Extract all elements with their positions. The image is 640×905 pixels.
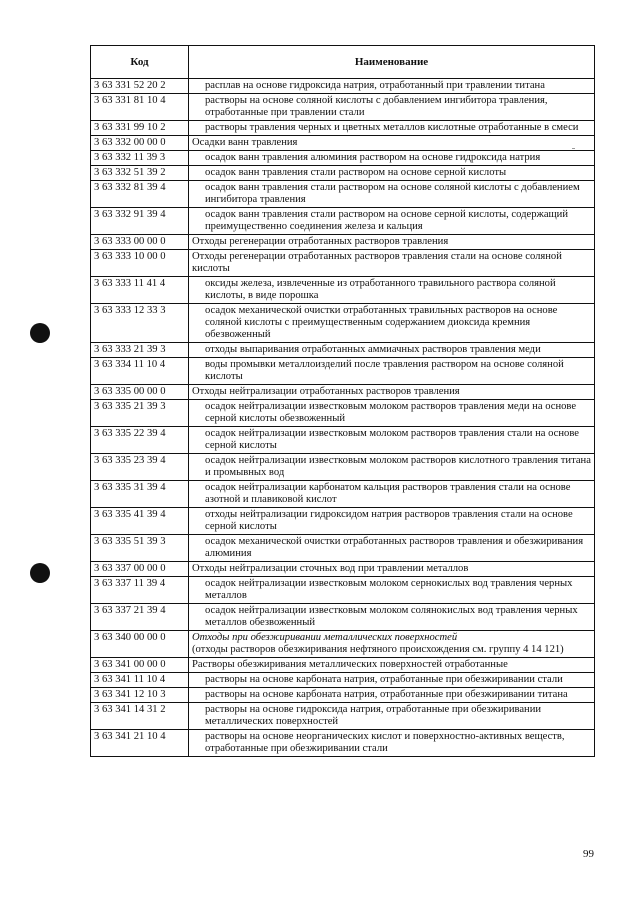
table-row bbox=[91, 277, 595, 304]
table-row bbox=[91, 181, 595, 208]
waste-name-text: отходы выпаривания отработанных аммиачных растворов травления меди bbox=[205, 344, 541, 355]
waste-code-cell: 3 63 341 11 10 4 bbox=[91, 673, 189, 688]
waste-name-cell bbox=[189, 631, 595, 658]
waste-code-cell: 3 63 333 10 00 0 bbox=[91, 250, 189, 277]
waste-name-cell bbox=[189, 208, 595, 235]
waste-name-cell bbox=[189, 136, 595, 151]
waste-code-cell: 3 63 337 21 39 4 bbox=[91, 604, 189, 631]
waste-name-cell bbox=[189, 400, 595, 427]
table-row bbox=[91, 481, 595, 508]
waste-name-cell bbox=[189, 277, 595, 304]
waste-code-cell: 3 63 335 00 00 0 bbox=[91, 385, 189, 400]
waste-code-cell: 3 63 335 31 39 4 bbox=[91, 481, 189, 508]
table-row bbox=[91, 535, 595, 562]
waste-name-text: осадок нейтрализации известковым молоком солянокислых вод травления черных металлов обезвоженный bbox=[205, 605, 578, 628]
waste-name-text: осадок механической очистки отработанных растворов травления и обезжиривания алюминия bbox=[205, 536, 584, 559]
waste-name-cell bbox=[189, 604, 595, 631]
table-row bbox=[91, 688, 595, 703]
waste-code-cell: 3 63 333 12 33 3 bbox=[91, 304, 189, 343]
waste-name-cell bbox=[189, 562, 595, 577]
table-row bbox=[91, 121, 595, 136]
table-row bbox=[91, 658, 595, 673]
waste-code-cell: 3 63 335 22 39 4 bbox=[91, 427, 189, 454]
waste-name-cell bbox=[189, 358, 595, 385]
waste-code-cell: 3 63 331 81 10 4 bbox=[91, 94, 189, 121]
waste-name-text: осадок ванн травления стали раствором на основе соляной кислоты с добавлением ингибитора травления bbox=[205, 182, 580, 205]
waste-name-text: Отходы нейтрализации сточных вод при травлении металлов bbox=[192, 563, 469, 574]
table-row bbox=[91, 385, 595, 400]
waste-code-cell: 3 63 331 99 10 2 bbox=[91, 121, 189, 136]
table-row bbox=[91, 136, 595, 151]
waste-name-text: осадок нейтрализации известковым молоком растворов кислотного травления титана и промывных вод bbox=[205, 455, 591, 478]
table-row bbox=[91, 151, 595, 166]
waste-name-text: растворы на основе карбоната натрия, отработанные при обезжиривании титана bbox=[205, 689, 568, 700]
waste-code-cell: 3 63 331 52 20 2 bbox=[91, 79, 189, 94]
waste-code-cell: 3 63 332 11 39 3 bbox=[91, 151, 189, 166]
waste-name-text: Осадки ванн травления bbox=[192, 137, 298, 148]
table-row bbox=[91, 631, 595, 658]
waste-name-cell bbox=[189, 181, 595, 208]
waste-name-cell bbox=[189, 658, 595, 673]
waste-name-text: осадок ванн травления стали раствором на основе серной кислоты bbox=[205, 167, 507, 178]
waste-code-cell: 3 63 341 21 10 4 bbox=[91, 730, 189, 757]
waste-name-text: расплав на основе гидроксида натрия, отработанный при травлении титана bbox=[205, 80, 545, 91]
waste-name-cell bbox=[189, 385, 595, 400]
waste-name-text: Отходы при обезжиривании металлических поверхностей bbox=[192, 632, 458, 643]
waste-name-text: растворы на основе гидроксида натрия, отработанные при обезжиривании металлических поверхностей bbox=[205, 704, 542, 727]
table-row bbox=[91, 250, 595, 277]
table-row bbox=[91, 94, 595, 121]
waste-name-text: осадок нейтрализации известковым молоком растворов травления стали на основе серной кислоты bbox=[205, 428, 579, 451]
waste-name-text: осадок механической очистки отработанных травильных растворов на основе соляной кислоты с преимущественным содержанием диоксида кремния обезвоженный bbox=[205, 305, 558, 340]
waste-code-cell: 3 63 333 21 39 3 bbox=[91, 343, 189, 358]
waste-name-cell bbox=[189, 730, 595, 757]
waste-code-cell: 3 63 334 11 10 4 bbox=[91, 358, 189, 385]
page-number: 99 bbox=[583, 848, 594, 860]
table-row bbox=[91, 343, 595, 358]
waste-name-text: Отходы регенерации отработанных растворов травления bbox=[192, 236, 449, 247]
waste-classification-table bbox=[90, 45, 595, 757]
waste-code-cell: 3 63 341 00 00 0 bbox=[91, 658, 189, 673]
waste-name-text: растворы травления черных и цветных металлов кислотные отработанные в смеси bbox=[205, 122, 579, 133]
waste-name-cell bbox=[189, 343, 595, 358]
table-body bbox=[91, 79, 595, 757]
waste-code-cell: 3 63 335 51 39 3 bbox=[91, 535, 189, 562]
waste-name-cell bbox=[189, 94, 595, 121]
waste-name-text: растворы на основе неорганических кислот и поверхностно-активных веществ, отработанные при обезжиривании стали bbox=[205, 731, 565, 754]
waste-name-text: Растворы обезжиривания металлических поверхностей отработанные bbox=[192, 659, 508, 670]
waste-name-cell bbox=[189, 577, 595, 604]
waste-code-cell: 3 63 335 41 39 4 bbox=[91, 508, 189, 535]
table-header-row bbox=[91, 46, 595, 79]
table-row bbox=[91, 427, 595, 454]
waste-code-cell: 3 63 332 00 00 0 bbox=[91, 136, 189, 151]
waste-name-cell bbox=[189, 454, 595, 481]
table-row bbox=[91, 400, 595, 427]
table-row bbox=[91, 79, 595, 94]
waste-name-text: оксиды железа, извлеченные из отработанного травильного раствора соляной кислоты, в виде порошка bbox=[205, 278, 556, 301]
waste-name-cell bbox=[189, 535, 595, 562]
waste-name-cell bbox=[189, 166, 595, 181]
waste-code-cell: 3 63 332 91 39 4 bbox=[91, 208, 189, 235]
table-row bbox=[91, 454, 595, 481]
waste-code-cell: 3 63 340 00 00 0 bbox=[91, 631, 189, 658]
waste-code-cell: 3 63 337 11 39 4 bbox=[91, 577, 189, 604]
waste-name-cell bbox=[189, 250, 595, 277]
waste-name-text: воды промывки металлоизделий после травления раствором на основе соляной кислоты bbox=[205, 359, 564, 382]
waste-code-cell: 3 63 333 00 00 0 bbox=[91, 235, 189, 250]
waste-name-text: осадок ванн травления алюминия раствором на основе гидроксида натрия bbox=[205, 152, 541, 163]
waste-code-cell: 3 63 335 23 39 4 bbox=[91, 454, 189, 481]
waste-name-cell bbox=[189, 235, 595, 250]
waste-code-cell: 3 63 341 12 10 3 bbox=[91, 688, 189, 703]
table-row bbox=[91, 508, 595, 535]
waste-code-cell: 3 63 341 14 31 2 bbox=[91, 703, 189, 730]
table-row bbox=[91, 703, 595, 730]
binder-hole-mark bbox=[30, 563, 50, 583]
waste-name-cell bbox=[189, 151, 595, 166]
waste-name-cell bbox=[189, 304, 595, 343]
waste-name-text: растворы на основе соляной кислоты с добавлением ингибитора травления, отработанные при травлении стали bbox=[205, 95, 548, 118]
table-row bbox=[91, 562, 595, 577]
code-column-header: Код bbox=[91, 46, 189, 79]
waste-code-cell: 3 63 332 51 39 2 bbox=[91, 166, 189, 181]
table-row bbox=[91, 604, 595, 631]
table-row bbox=[91, 304, 595, 343]
waste-name-text: осадок нейтрализации известковым молоком растворов травления меди на основе серной кислоты обезвоженный bbox=[205, 401, 577, 424]
table-row bbox=[91, 577, 595, 604]
waste-name-text: осадок нейтрализации известковым молоком сернокислых вод травления черных металлов bbox=[205, 578, 573, 601]
waste-name-text: Отходы регенерации отработанных растворов травления стали на основе соляной кислоты bbox=[192, 251, 562, 274]
waste-name-cell bbox=[189, 508, 595, 535]
waste-code-cell: 3 63 335 21 39 3 bbox=[91, 400, 189, 427]
waste-code-cell: 3 63 333 11 41 4 bbox=[91, 277, 189, 304]
waste-code-cell: 3 63 332 81 39 4 bbox=[91, 181, 189, 208]
waste-name-cell bbox=[189, 703, 595, 730]
table-row bbox=[91, 208, 595, 235]
table-row bbox=[91, 166, 595, 181]
table-row bbox=[91, 235, 595, 250]
table-row bbox=[91, 358, 595, 385]
waste-name-text: Отходы нейтрализации отработанных растворов травления bbox=[192, 386, 460, 397]
binder-hole-mark bbox=[30, 323, 50, 343]
waste-name-cell bbox=[189, 79, 595, 94]
name-column-header: Наименование bbox=[189, 46, 595, 79]
waste-name-text: отходы нейтрализации гидроксидом натрия растворов травления стали на основе серной кислоты bbox=[205, 509, 573, 532]
waste-name-cell bbox=[189, 688, 595, 703]
waste-name-cell bbox=[189, 481, 595, 508]
waste-group-note: (отходы растворов обезжиривания нефтяного происхождения см. группу 4 14 121) bbox=[192, 644, 564, 655]
waste-name-cell bbox=[189, 121, 595, 136]
table-row bbox=[91, 730, 595, 757]
waste-name-text: осадок ванн травления стали раствором на основе серной кислоты, содержащий преимущественно соединения железа и кальция bbox=[205, 209, 569, 232]
waste-name-cell bbox=[189, 427, 595, 454]
scan-artifact bbox=[572, 148, 575, 149]
waste-code-cell: 3 63 337 00 00 0 bbox=[91, 562, 189, 577]
waste-name-text: осадок нейтрализации карбонатом кальция растворов травления стали на основе азотной и плавиковой кислот bbox=[205, 482, 571, 505]
table-row bbox=[91, 673, 595, 688]
waste-name-text: растворы на основе карбоната натрия, отработанные при обезжиривании стали bbox=[205, 674, 563, 685]
waste-name-cell bbox=[189, 673, 595, 688]
